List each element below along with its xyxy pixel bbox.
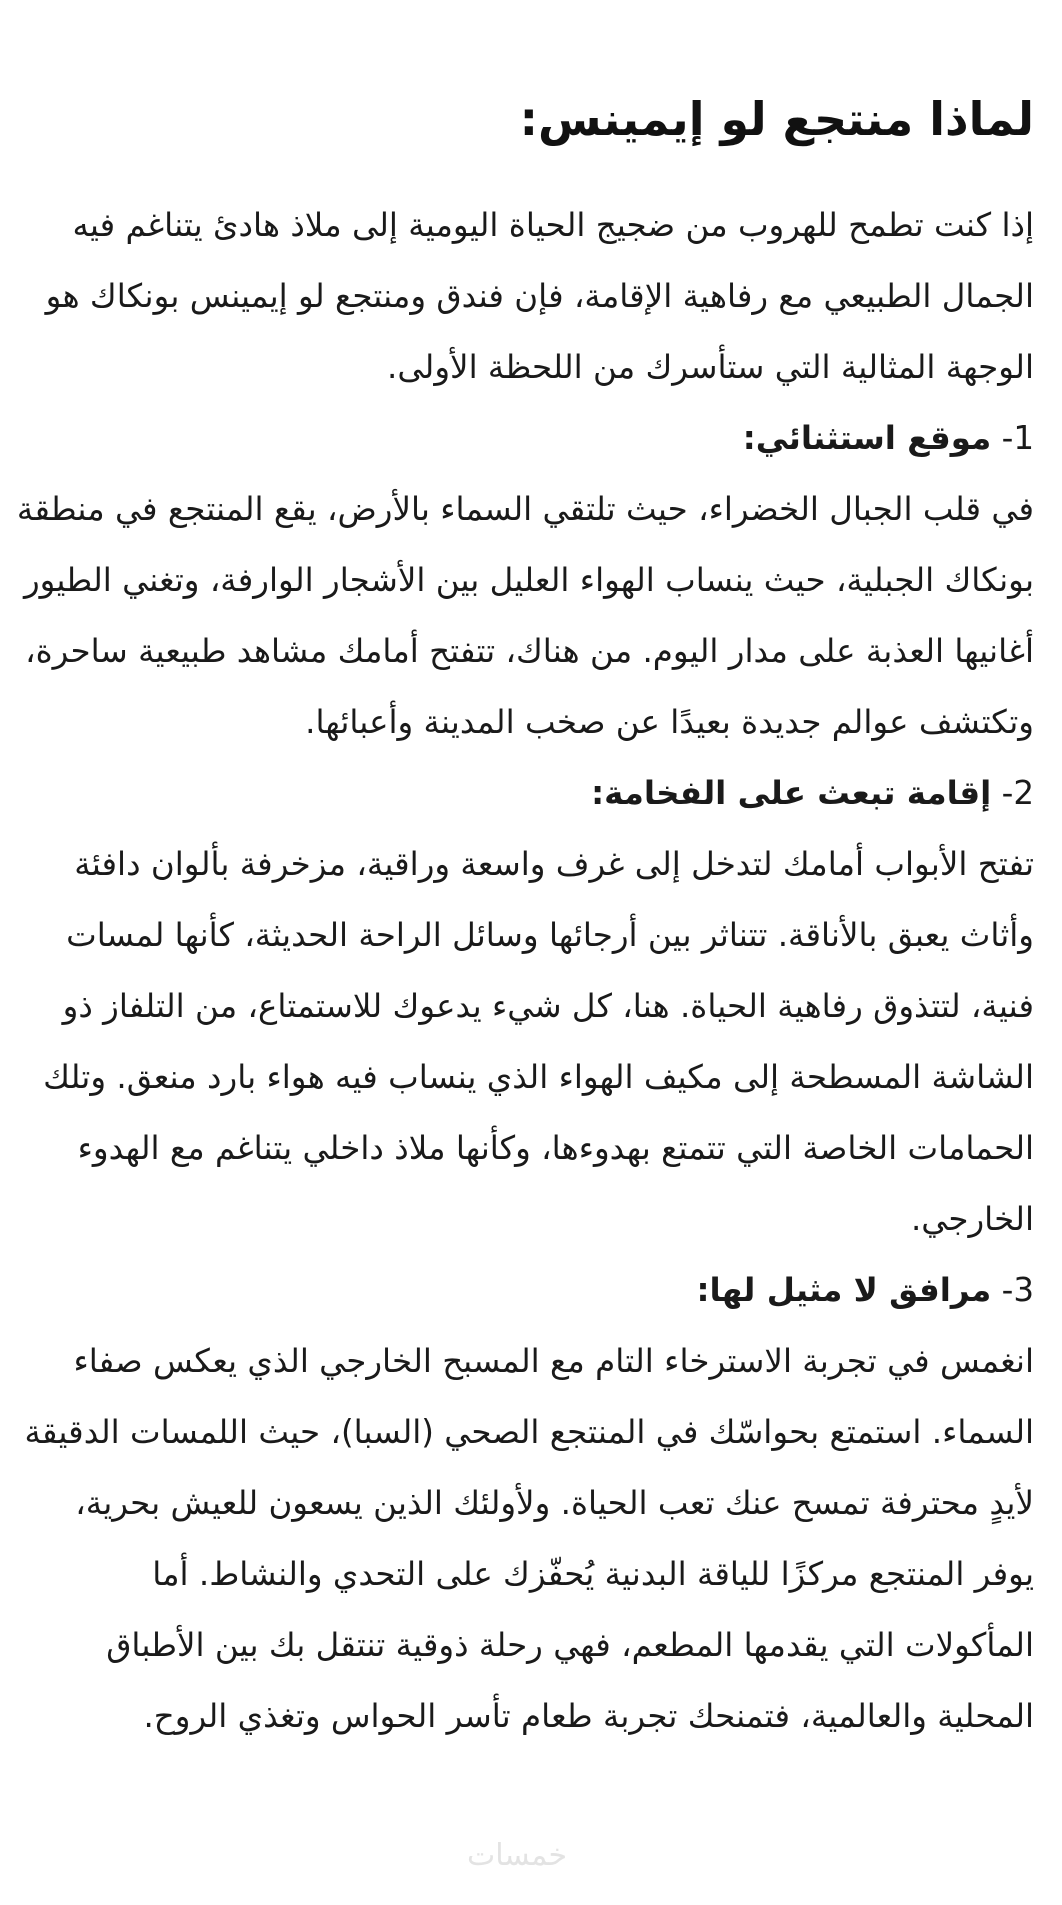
- section-number: 1-: [991, 419, 1034, 457]
- section-heading-stay: [16, 758, 1034, 829]
- section-title: إقامة تبعث على الفخامة:: [591, 774, 992, 812]
- section-heading-location: [16, 403, 1034, 474]
- watermark-logo: خمسات: [467, 1838, 568, 1873]
- section-title: موقع استثنائي:: [742, 419, 992, 457]
- section-number: 2-: [991, 774, 1034, 812]
- article: [16, 88, 1034, 1752]
- intro-paragraph: إذا كنت تطمح للهروب من ضجيج الحياة اليومية إلى ملاذ هادئ يتناغم فيه الجمال الطبيعي مع رفاهية الإقامة، فإن فندق ومنتجع لو إيمينس بونكاك هو الوجهة المثالية التي ستأسرك من اللحظة الأولى.: [45, 206, 1034, 386]
- section-title: مرافق لا مثيل لها:: [696, 1271, 992, 1309]
- section-number: 3-: [991, 1271, 1034, 1309]
- page-title: لماذا منتجع لو إيمينس:: [519, 92, 1034, 146]
- section-body-facilities: انغمس في تجربة الاسترخاء التام مع المسبح الخارجي الذي يعكس صفاء السماء. استمتع بحواسّك في المنتجع الصحي (السبا)، حيث اللمسات الدقيقة لأيدٍ محترفة تمسح عنك تعب الحياة. ولأولئك الذين يسعون للعيش بحرية، يوفر المنتجع مركزًا للياقة البدنية يُحفّزك على التحدي والنشاط. أما المأكولات التي يقدمها المطعم، فهي رحلة ذوقية تنتقل بك بين الأطباق المحلية والعالمية، فتمنحك تجربة طعام تأسر الحواس وتغذي الروح.: [24, 1342, 1034, 1735]
- section-body-location: في قلب الجبال الخضراء، حيث تلتقي السماء بالأرض، يقع المنتجع في منطقة بونكاك الجبلية، حيث ينساب الهواء العليل بين الأشجار الوارفة، وتغني الطيور أغانيها العذبة على مدار اليوم. من هناك، تتفتح أمامك مشاهد طبيعية ساحرة، وتكتشف عوالم جديدة بعيدًا عن صخب المدينة وأعبائها.: [16, 490, 1034, 741]
- section-heading-facilities: [16, 1255, 1034, 1326]
- section-body-stay: تفتح الأبواب أمامك لتدخل إلى غرف واسعة وراقية، مزخرفة بألوان دافئة وأثاث يعبق بالأناقة. تتناثر بين أرجائها وسائل الراحة الحديثة، كأنها لمسات فنية، لتتذوق رفاهية الحياة. هنا، كل شيء يدعوك للاستمتاع، من التلفاز ذو الشاشة المسطحة إلى مكيف الهواء الذي ينساب فيه هواء بارد منعق. وتلك الحمامات الخاصة التي تتمتع بهدوءها، وكأنها ملاذ داخلي يتناغم مع الهدوء الخارجي.: [43, 845, 1034, 1238]
